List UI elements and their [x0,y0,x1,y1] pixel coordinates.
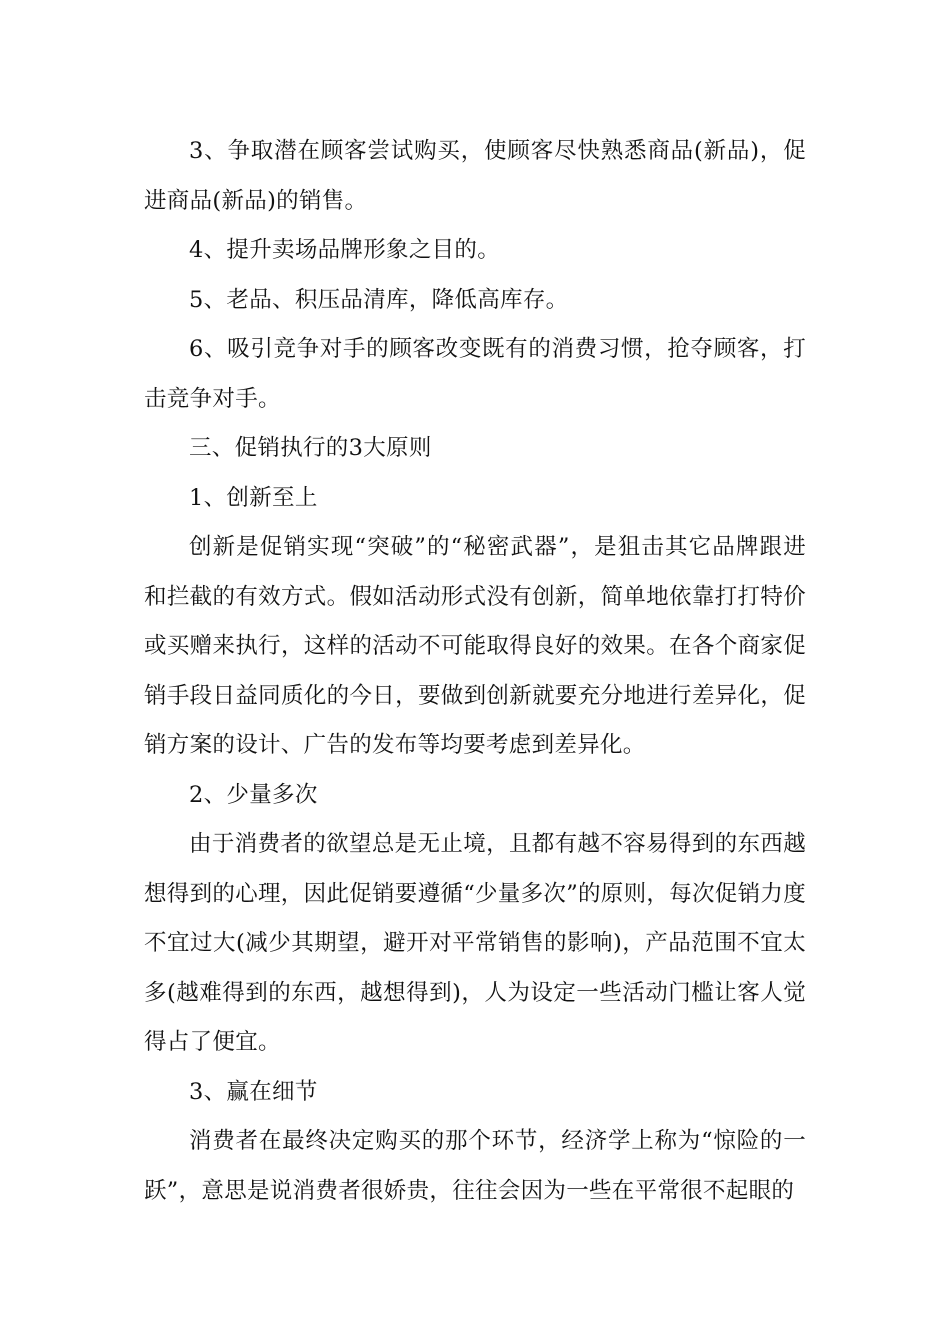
list-item-goal-3: 3、争取潜在顾客尝试购买，使顾客尽快熟悉商品(新品)，促进商品(新品)的销售。 [144,138,806,214]
subheading-details: 3、赢在细节 [189,1078,318,1105]
document-body [144,127,806,1216]
section-heading-principles: 三、促销执行的3大原则 [189,435,432,461]
list-item-goal-5: 5、老品、积压品清库，降低高库存。 [189,286,569,313]
paragraph-small-frequent: 由于消费者的欲望总是无止境，且都有越不容易得到的东西越想得到的心理，因此促销要遵循“少量多次”的原则，每次促销力度不宜过大(减少其期望，避开对平常销售的影响)，产品范围不宜太多(越难得到的东西，越想得到)，人为设定一些活动门槛让客人觉得占了便宜。 [144,831,807,1055]
paragraph-innovation: 创新是促销实现“突破”的“秘密武器”，是狙击其它品牌跟进和拦截的有效方式。假如活动形式没有创新，简单地依靠打打特价或买赠来执行，这样的活动不可能取得良好的效果。在各个商家促销手段日益同质化的今日，要做到创新就要充分地进行差异化，促销方案的设计、广告的发布等均要考虑到差异化。 [144,534,806,758]
list-item-goal-6: 6、吸引竞争对手的顾客改变既有的消费习惯，抢夺顾客，打击竞争对手。 [144,336,806,412]
subheading-small-frequent: 2、少量多次 [189,781,318,808]
subheading-innovation: 1、创新至上 [189,484,318,511]
list-item-goal-4: 4、提升卖场品牌形象之目的。 [189,237,501,263]
paragraph-details: 消费者在最终决定购买的那个环节，经济学上称为“惊险的一跃”，意思是说消费者很娇贵，往往会因为一些在平常很不起眼的 [144,1128,806,1204]
